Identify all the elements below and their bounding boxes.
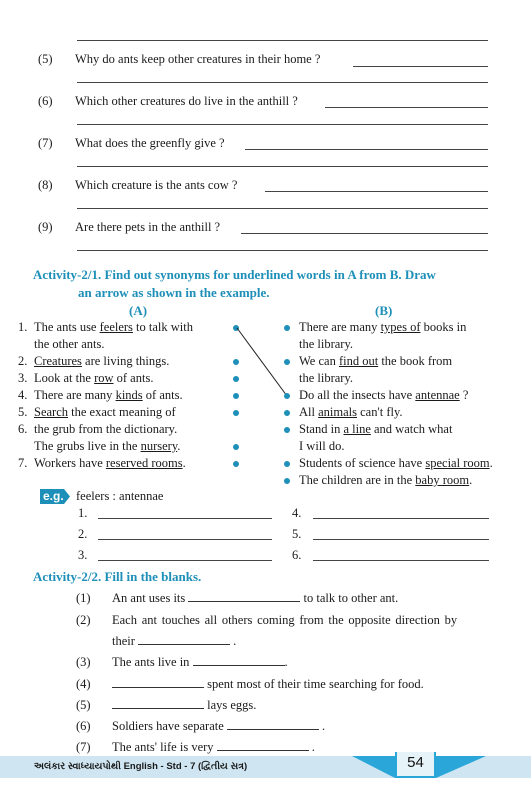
question-number: (5) bbox=[38, 52, 53, 66]
match-dot[interactable] bbox=[284, 359, 290, 365]
underlined-word: row bbox=[94, 371, 114, 385]
fill-item-3 bbox=[76, 655, 288, 670]
b-item-6 bbox=[299, 456, 493, 471]
item-text: . bbox=[284, 655, 288, 669]
b-item-1 bbox=[299, 320, 466, 335]
item-text: All bbox=[299, 405, 319, 419]
item-text: the grub from the dictionary. bbox=[34, 422, 178, 436]
fill-blank[interactable] bbox=[193, 655, 285, 666]
fill-item-6 bbox=[76, 719, 325, 734]
item-text: There are many bbox=[299, 320, 381, 334]
answer-number: 5. bbox=[292, 527, 302, 541]
b-item-5 bbox=[299, 422, 452, 437]
match-dot[interactable] bbox=[284, 325, 290, 331]
item-number: 3. bbox=[18, 371, 28, 385]
answer-number: 2. bbox=[78, 527, 88, 541]
item-text: . bbox=[233, 634, 237, 648]
item-text: . bbox=[311, 740, 315, 754]
item-text: lays eggs. bbox=[207, 698, 257, 712]
question-text: Are there pets in the anthill ? bbox=[75, 220, 221, 234]
item-text: Workers have bbox=[34, 456, 106, 470]
b-item-3 bbox=[299, 388, 468, 403]
match-dot[interactable] bbox=[284, 478, 290, 484]
b-item-4 bbox=[299, 405, 403, 420]
b-item-2 bbox=[299, 354, 452, 369]
match-dot[interactable] bbox=[284, 461, 290, 467]
item-text: spent most of their time searching for food. bbox=[207, 677, 424, 691]
answer-blank[interactable] bbox=[98, 560, 272, 561]
answer-number: 4. bbox=[292, 506, 302, 520]
item-text: Soldiers have separate bbox=[112, 719, 224, 733]
item-number: (1) bbox=[76, 591, 91, 605]
eg-badge-label: e.g. bbox=[43, 489, 64, 503]
item-text: of ants. bbox=[113, 371, 154, 385]
b-item-2-cont bbox=[299, 371, 353, 386]
answer-blank[interactable] bbox=[313, 539, 489, 540]
underlined-word: find out bbox=[338, 354, 379, 368]
item-text: ? bbox=[459, 388, 469, 402]
item-number: 7. bbox=[18, 456, 28, 470]
answer-blank[interactable] bbox=[313, 560, 489, 561]
item-text: and watch what bbox=[370, 422, 453, 436]
activity-2-title: Activity-2/2. Fill in the blanks. bbox=[33, 569, 202, 584]
item-text: The ants live in bbox=[112, 655, 190, 669]
question-number: (7) bbox=[38, 136, 53, 150]
fill-blank[interactable] bbox=[112, 677, 204, 688]
item-text: the exact meaning of bbox=[68, 405, 176, 419]
fill-blank[interactable] bbox=[112, 698, 204, 709]
fill-item-1 bbox=[76, 591, 398, 606]
item-text: the library. bbox=[299, 371, 354, 385]
item-text: Look at the bbox=[34, 371, 95, 385]
fill-item-5 bbox=[76, 698, 256, 713]
item-text: . bbox=[322, 719, 326, 733]
answer-number: 3. bbox=[78, 548, 88, 562]
match-dot[interactable] bbox=[284, 410, 290, 416]
item-text: . bbox=[469, 473, 473, 487]
item-number: 1. bbox=[18, 320, 28, 334]
item-number: 5. bbox=[18, 405, 28, 419]
item-number: (2) bbox=[76, 613, 91, 627]
item-text: . bbox=[182, 456, 186, 470]
column-a-heading: (A) bbox=[129, 303, 148, 318]
item-number: (3) bbox=[76, 655, 91, 669]
fill-blank[interactable] bbox=[227, 719, 319, 730]
question-number: (6) bbox=[38, 94, 53, 108]
column-b-heading: (B) bbox=[375, 303, 393, 318]
answer-blank[interactable] bbox=[98, 518, 272, 519]
item-number: (7) bbox=[76, 740, 91, 754]
page-footer bbox=[0, 752, 531, 795]
footer-band bbox=[0, 752, 531, 795]
item-number: (5) bbox=[76, 698, 91, 712]
b-item-5-cont bbox=[299, 439, 344, 454]
activity-1-title: Activity-2/1. Find out synonyms for underlined words in A from B. Draw bbox=[33, 267, 436, 282]
item-text: the book from bbox=[378, 354, 453, 368]
item-text: to talk to other ant. bbox=[303, 591, 399, 605]
eg-badge bbox=[40, 489, 70, 504]
question-text: Which other creatures do live in the anthill ? bbox=[75, 94, 298, 108]
item-text: The ants' life is very bbox=[112, 740, 214, 754]
item-number: (4) bbox=[76, 677, 91, 691]
b-item-7 bbox=[299, 473, 472, 488]
answer-blank[interactable] bbox=[98, 539, 272, 540]
item-text: their bbox=[112, 634, 135, 648]
item-number: 2. bbox=[18, 354, 28, 368]
underlined-word: special room bbox=[425, 456, 490, 470]
question-text: Which creature is the ants cow ? bbox=[75, 178, 238, 192]
eg-text: feelers : antennae bbox=[76, 489, 164, 503]
question-number: (9) bbox=[38, 220, 53, 234]
b-item-1-cont bbox=[299, 337, 353, 352]
activity-1-subtitle: an arrow as shown in the example. bbox=[78, 285, 270, 300]
item-text: Stand in bbox=[299, 422, 344, 436]
question-text: Why do ants keep other creatures in their home ? bbox=[75, 52, 321, 66]
item-text: Students of science have bbox=[299, 456, 426, 470]
fill-blank[interactable] bbox=[138, 634, 230, 645]
underlined-word: Creatures bbox=[34, 354, 82, 368]
question-text: What does the greenfly give ? bbox=[75, 136, 225, 150]
underlined-word: kinds bbox=[115, 388, 143, 402]
footer-book-title: અલંકાર સ્વાધ્યાયપોથી English - Std - 7 (દ્વિતીય સત્ર) bbox=[34, 761, 248, 772]
item-text: Each ant touches all others coming from the opposite direction by bbox=[112, 613, 458, 627]
item-text: the other ants. bbox=[34, 337, 105, 351]
underlined-word: animals bbox=[318, 405, 357, 419]
item-text: . bbox=[177, 439, 181, 453]
item-text: . bbox=[489, 456, 493, 470]
question-number: (8) bbox=[38, 178, 53, 192]
underlined-word: a line bbox=[343, 422, 371, 436]
item-text: There are many bbox=[34, 388, 116, 402]
fill-blank[interactable] bbox=[217, 740, 309, 751]
underlined-word: reserved rooms bbox=[105, 456, 183, 470]
item-text: to talk with bbox=[132, 320, 193, 334]
fill-item-2 bbox=[76, 613, 457, 628]
fill-item-2-cont bbox=[76, 634, 236, 649]
match-dot[interactable] bbox=[284, 427, 290, 433]
item-text: can't fly. bbox=[357, 405, 403, 419]
item-number: (6) bbox=[76, 719, 91, 733]
item-text: We can bbox=[299, 354, 339, 368]
answer-number: 6. bbox=[292, 548, 302, 562]
item-number: 4. bbox=[18, 388, 28, 402]
item-text: The grubs live in the bbox=[34, 439, 141, 453]
page-number: 54 bbox=[407, 754, 424, 771]
underlined-word: baby room bbox=[415, 473, 470, 487]
match-dot[interactable] bbox=[284, 393, 290, 399]
item-text: The ants use bbox=[34, 320, 100, 334]
underlined-word: nursery bbox=[140, 439, 178, 453]
item-text: Do all the insects have bbox=[299, 388, 416, 402]
answer-blank[interactable] bbox=[313, 518, 489, 519]
underlined-word: antennae bbox=[415, 388, 460, 402]
fill-blank[interactable] bbox=[188, 591, 300, 602]
item-text: I will do. bbox=[299, 439, 345, 453]
item-text: The children are in the bbox=[299, 473, 416, 487]
answer-number: 1. bbox=[78, 506, 88, 520]
item-text: the library. bbox=[299, 337, 354, 351]
item-text: of ants. bbox=[142, 388, 183, 402]
underlined-word: feelers bbox=[99, 320, 133, 334]
underlined-word: types of bbox=[380, 320, 421, 334]
underlined-word: Search bbox=[34, 405, 69, 419]
item-text: An ant uses its bbox=[112, 591, 186, 605]
fill-item-4 bbox=[76, 677, 424, 692]
item-text: are living things. bbox=[81, 354, 170, 368]
item-number: 6. bbox=[18, 422, 28, 436]
item-text: books in bbox=[420, 320, 467, 334]
